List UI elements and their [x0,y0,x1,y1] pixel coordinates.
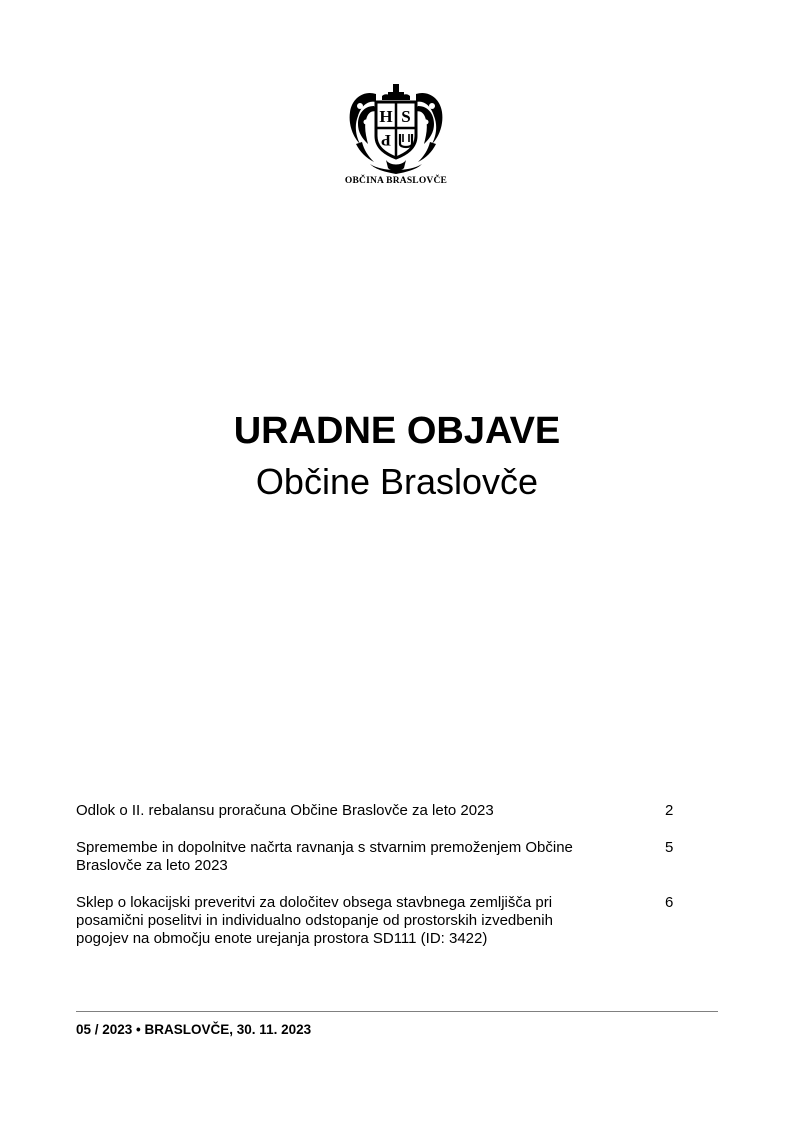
municipality-crest-logo [346,82,446,176]
crest-caption: OBČINA BRASLOVČE [344,176,448,186]
svg-text:P: P [381,131,391,148]
toc-entry-title: Sklep o lokacijski preveritvi za določitev obsega stavbnega zemljišča pri posamični poselitvi in individualno odstopanje od prostorskih izvedbenih pogojev na območju enote urejanja prostora SD111 (ID: 3422) [76,894,553,947]
document-title: URADNE OBJAVE [233,410,561,452]
toc-entry[interactable] [76,894,696,948]
document-subtitle: Občine Braslovče [255,461,539,502]
footer-divider [76,1011,718,1012]
svg-text:H: H [379,107,393,126]
toc-entry-page: 5 [665,839,674,856]
toc-entry-page: 2 [665,802,674,819]
toc-entry-title: Spremembe in dopolnitve načrta ravnanja s stvarnim premoženjem Občine Braslovče za leto 2023 [76,839,573,874]
toc-entry-page: 6 [665,894,674,911]
toc-entry[interactable] [76,839,696,875]
issue-footer: 05 / 2023 • BRASLOVČE, 30. 11. 2023 [76,1022,312,1037]
table-of-contents [76,802,696,948]
toc-entry-title: Odlok o II. rebalansu proračuna Občine Braslovče za leto 2023 [76,802,494,819]
svg-text:S: S [401,107,411,126]
toc-entry[interactable] [76,802,696,820]
